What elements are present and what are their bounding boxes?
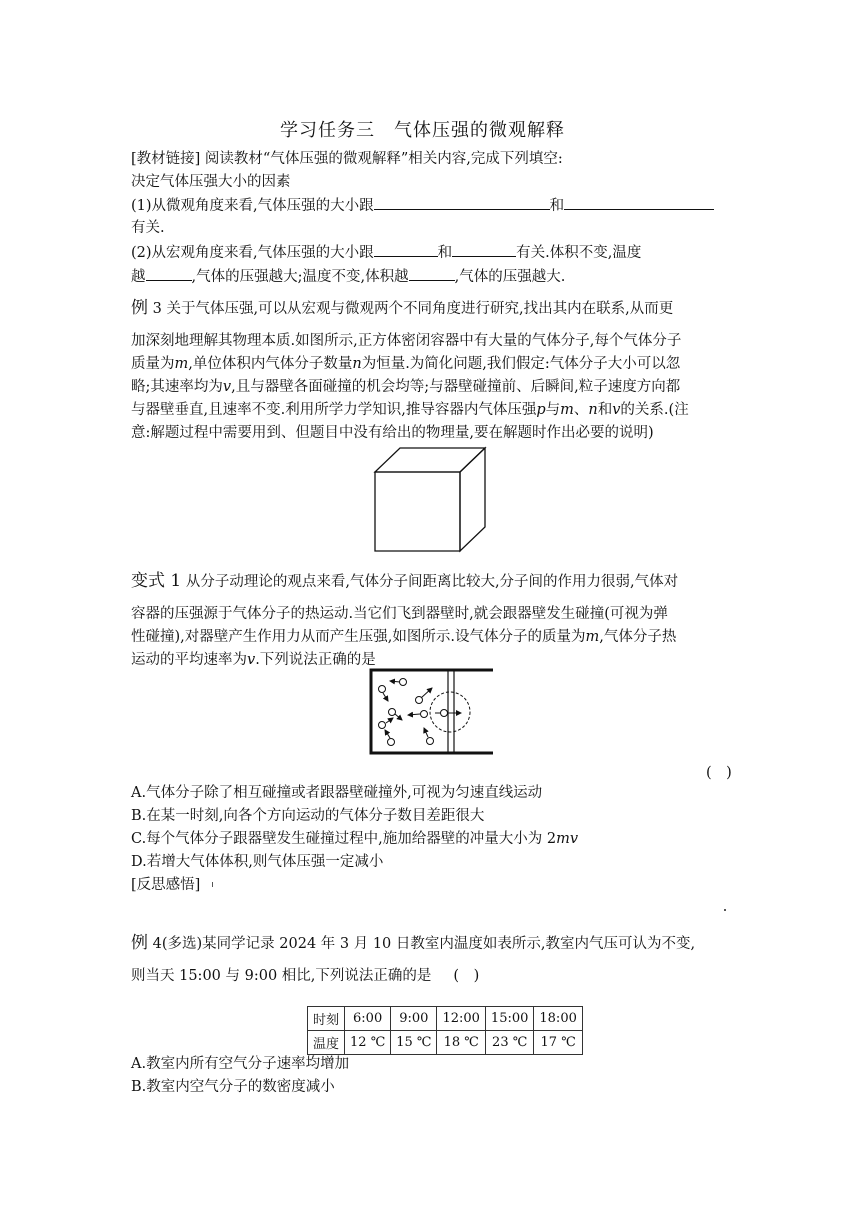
q2-text-d: 越	[131, 269, 146, 285]
q1-text-a: (1)从微观角度来看,气体压强的大小跟	[131, 198, 374, 214]
example-3-line-6: 意:解题过程中需要用到、但题目中没有给出的物理量,要在解题时作出必要的说明)	[131, 425, 654, 441]
table-head-time: 时刻	[308, 1007, 345, 1031]
cube-side-face	[460, 448, 485, 551]
example-3-number: 3	[152, 301, 162, 317]
example-4-option-a[interactable]: A.教室内所有空气分子速率均增加	[131, 1056, 350, 1072]
example-3-text-1: 关于气体压强,可以从宏观与微观两个不同角度进行研究,找出其内在联系,从而更	[166, 301, 674, 317]
dashed-circle	[430, 692, 470, 732]
factors-heading: 决定气体压强大小的因素	[131, 174, 291, 190]
table-cell: 12:00	[437, 1007, 485, 1031]
q2-blank-1[interactable]	[374, 241, 438, 257]
example-3-line-2: 加深刻地理解其物理本质.如图所示,正方体密闭容器中有大量的气体分子,每个气体分子	[131, 333, 682, 349]
var-m-2: m	[560, 402, 574, 418]
variant-1-text-3a: 性碰撞),对器壁产生作用力从而产生压强,如图所示.设气体分子的质量为	[131, 629, 586, 645]
q2-blank-3[interactable]	[146, 265, 192, 281]
example-3-label: 例	[131, 298, 148, 318]
molecule	[416, 697, 423, 704]
example-3-text-5e: 的关系.(注	[620, 402, 689, 418]
table-cell: 12 ℃	[345, 1031, 391, 1055]
gas-container-figure	[368, 668, 493, 756]
variant-1-option-c[interactable]	[131, 828, 578, 850]
table-cell: 15:00	[485, 1007, 533, 1031]
table-cell: 17 ℃	[534, 1031, 582, 1055]
molecule	[389, 709, 396, 716]
reflection-label: [反思感悟]	[131, 877, 201, 893]
q2-blank-4[interactable]	[409, 265, 455, 281]
table-row-temps	[308, 1031, 583, 1055]
variant-1-option-d[interactable]: D.若增大气体体积,则气体压强一定减小	[131, 854, 384, 870]
question-1-line	[131, 194, 714, 217]
variant-1-label: 变式 1	[131, 571, 182, 591]
example-4-line-1	[131, 932, 695, 955]
var-p: p	[536, 402, 546, 418]
question-2-line-2	[131, 265, 565, 288]
table-head-temp: 温度	[308, 1031, 345, 1055]
variant-1-text-1: 从分子动理论的观点来看,气体分子间距离比较大,分子间的作用力很弱,气体对	[185, 574, 679, 590]
question-2-line	[131, 241, 641, 264]
molecule	[379, 686, 386, 693]
example-3-text-4a: 略;其速率均为	[131, 379, 223, 395]
variant-1-option-a[interactable]: A.气体分子除了相互碰撞或者跟器壁碰撞外,可视为匀速直线运动	[131, 785, 543, 801]
cube-top-face	[375, 448, 485, 472]
var-n-2: n	[588, 402, 598, 418]
example-3-text-4b: ,且与器壁各面碰撞的机会均等;与器壁碰撞前、后瞬间,粒子速度方向都	[231, 379, 681, 395]
example-4-label: 例	[131, 933, 148, 953]
q2-text-c: 有关.体积不变,温度	[516, 245, 642, 261]
cube-figure	[370, 445, 500, 555]
table-cell: 18:00	[534, 1007, 582, 1031]
example-3-text-5c: 、	[573, 402, 589, 418]
temperature-table	[307, 1006, 583, 1055]
example-3-line-5	[131, 399, 689, 421]
q1-text-b: 和	[549, 198, 565, 214]
variant-1-text-4a: 运动的平均速率为	[131, 652, 247, 668]
example-3-text-5a: 与器壁垂直,且速率不变.利用所学力学知识,推导容器内气体压强	[131, 402, 537, 418]
var-v: v	[222, 379, 232, 395]
variant-1-text-3b: ,气体分子热	[599, 629, 677, 645]
table-cell: 9:00	[391, 1007, 437, 1031]
example-4-number: 4	[152, 936, 162, 952]
example-3-line-4	[131, 376, 680, 398]
molecule	[421, 711, 428, 718]
example-3-text-3b: ,单位体积内气体分子数量	[188, 356, 353, 372]
variant-1-line-3	[131, 626, 676, 648]
example-4-option-b[interactable]: B.教室内空气分子的数密度减小	[131, 1079, 335, 1095]
option-c-mv: mv	[556, 831, 579, 847]
molecule	[388, 739, 395, 746]
example-3-text-5d: 和	[597, 402, 613, 418]
var-m: m	[174, 356, 189, 372]
table-cell: 6:00	[345, 1007, 391, 1031]
q2-text-f: ,气体的压强越大.	[454, 269, 566, 285]
table-cell: 15 ℃	[391, 1031, 437, 1055]
molecule	[427, 738, 434, 745]
q1-text-c: 有关.	[131, 220, 165, 236]
q1-blank-1[interactable]	[374, 194, 550, 210]
reflection-mark	[212, 882, 213, 887]
example-3-line-3	[131, 353, 680, 375]
example-3-line-1	[131, 297, 673, 320]
reflection-end-mark	[724, 909, 726, 911]
cube-front-face	[375, 472, 460, 551]
variant-1-line-2: 容器的压强源于气体分子的热运动.当它们飞到器壁时,就会跟器壁发生碰撞(可视为弹	[131, 606, 668, 622]
page-title: 学习任务三 气体压强的微观解释	[280, 120, 565, 141]
table-row-times	[308, 1007, 583, 1031]
q2-text-a: (2)从宏观角度来看,气体压强的大小跟	[131, 245, 374, 261]
variant-1-answer-paren[interactable]: ( )	[706, 765, 732, 781]
q2-text-b: 和	[437, 245, 453, 261]
var-n: n	[352, 356, 362, 372]
example-4-line-2	[131, 965, 479, 987]
molecule	[379, 722, 386, 729]
molecule	[400, 679, 407, 686]
variant-1-line-4	[131, 649, 376, 671]
molecule-hitting-wall	[441, 710, 448, 717]
var-m-3: m	[585, 629, 600, 645]
variant-1-text-4b: .下列说法正确的是	[255, 652, 376, 668]
example-3-text-3c: 为恒量.为简化问题,我们假定:气体分子大小可以忽	[361, 356, 681, 372]
example-4-text-2: 则当天 15:00 与 9:00 相比,下列说法正确的是	[131, 968, 432, 984]
example-3-text-3a: 质量为	[131, 356, 175, 372]
table-cell: 23 ℃	[485, 1031, 533, 1055]
variant-1-option-b[interactable]: B.在某一时刻,向各个方向运动的气体分子数目差距很大	[131, 808, 485, 824]
var-v-2: v	[612, 402, 621, 418]
variant-1-line-1	[131, 570, 678, 593]
option-c-text: C.每个气体分子跟器壁发生碰撞过程中,施加给器壁的冲量大小为 2	[131, 831, 557, 847]
q1-blank-2[interactable]	[564, 194, 714, 210]
example-4-text-1: (多选)某同学记录 2024 年 3 月 10 日教室内温度如表所示,教室内气压可认为不变,	[161, 936, 696, 952]
q2-text-e: ,气体的压强越大;温度不变,体积越	[191, 269, 409, 285]
example-4-answer-paren[interactable]: ( )	[453, 968, 480, 984]
table-cell: 18 ℃	[437, 1031, 485, 1055]
var-v-3: v	[247, 652, 256, 668]
q2-blank-2[interactable]	[452, 241, 516, 257]
example-3-text-5b: 与	[545, 402, 561, 418]
textbook-link-lead: [教材链接] 阅读教材“气体压强的微观解释”相关内容,完成下列填空:	[131, 151, 563, 167]
